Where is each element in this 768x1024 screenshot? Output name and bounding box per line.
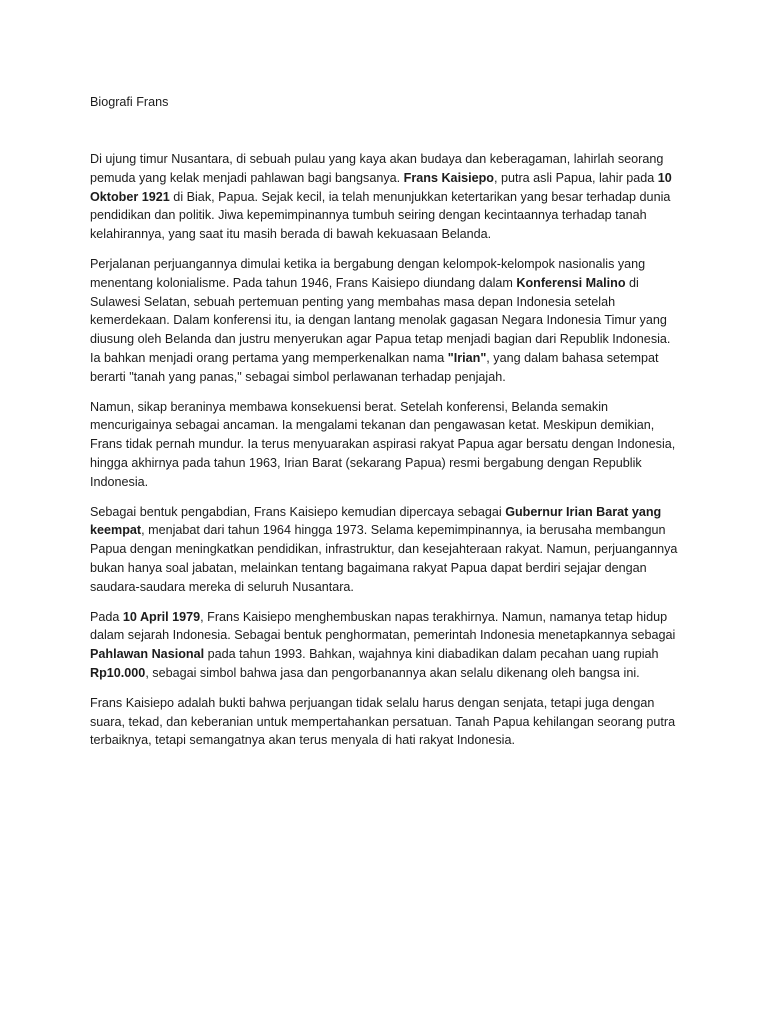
document-title: Biografi Frans — [90, 95, 169, 109]
text-run: Di ujung timur Nusantara, di sebuah pulau yang kaya akan budaya dan keberagaman, lahirlah seorang pemuda yang kelak menjadi pahlawan bagi bangsanya. — [90, 152, 664, 185]
text-run: Pada — [90, 609, 123, 624]
paragraph — [90, 255, 680, 387]
text-run: Perjalanan perjuangannya dimulai ketika ia bergabung dengan kelompok-kelompok nasionalis yang menentang kolonialisme. Pada tahun 1946, Frans Kaisiepo diundang dalam — [90, 256, 646, 290]
bold-text: Frans Kaisiepo — [403, 170, 494, 185]
text-run: pada tahun 1993. Bahkan, wajahnya kini diabadikan dalam pecahan uang rupiah — [204, 647, 659, 662]
bold-text: 10 April 1979 — [122, 609, 201, 624]
paragraph — [90, 503, 680, 597]
text-run: , yang dalam bahasa setempat berarti "tanah yang panas," sebagai simbol perlawanan terhadap penjajah. — [90, 350, 659, 384]
paragraph — [90, 694, 680, 750]
bold-text: "Irian" — [447, 350, 487, 365]
text-run: di Sulawesi Selatan, sebuah pertemuan penting yang membahas masa depan Indonesia setelah kemerdekaan. Dalam konferensi itu, ia dengan lantang menolak gagasan Negara Indonesia Timur yang diusung oleh Belanda dan justru menyerukan agar Papua tetap menjadi bagian dari Republik Indonesia. Ia bahkan menjadi orang pertama yang memperkenalkan nama — [90, 275, 671, 365]
text-run: Frans Kaisiepo adalah bukti bahwa perjuangan tidak selalu harus dengan senjata, tetapi juga dengan suara, tekad, dan keberanian untuk mempertahankan persatuan. Tanah Papua kehilangan seorang putra terbaiknya, tetapi semangatnya akan terus menyala di hati rakyat Indonesia. — [90, 695, 676, 748]
bold-text: Gubernur Irian Barat yang keempat — [90, 504, 662, 538]
text-run: , sebagai simbol bahwa jasa dan pengorbanannya akan selalu dikenang oleh bangsa ini. — [145, 665, 640, 680]
bold-text: Konferensi Malino — [516, 275, 626, 290]
text-run: di Biak, Papua. Sejak kecil, ia telah menunjukkan ketertarikan yang besar terhadap dunia pendidikan dan politik. Jiwa kepemimpinannya tumbuh seiring dengan kecintaannya terhadap tanah kelahirannya, yang saat itu masih berada di bawah kekuasaan Belanda. — [90, 189, 671, 242]
bold-text: 10 Oktober 1921 — [90, 170, 672, 204]
text-run: Namun, sikap beraninya membawa konsekuensi berat. Setelah konferensi, Belanda semakin mencurigainya sebagai ancaman. Ia mengalami tekanan dan pengawasan ketat. Meskipun demikian, Frans tidak pernah mundur. Ia terus menyuarakan aspirasi rakyat Papua agar bersatu dengan Indonesia, hingga akhirnya pada tahun 1963, Irian Barat (sekarang Papua) resmi bergabung dengan Republik Indonesia. — [90, 399, 676, 489]
text-run: , putra asli Papua, lahir pada — [493, 170, 658, 185]
paragraph — [90, 398, 680, 492]
text-run: , Frans Kaisiepo menghembuskan napas terakhirnya. Namun, namanya tetap hidup dalam sejarah Indonesia. Sebagai bentuk penghormatan, pemerintah Indonesia menetapkannya sebagai — [90, 609, 676, 643]
paragraph — [90, 150, 680, 244]
bold-text: Pahlawan Nasional — [90, 647, 205, 662]
document-body — [90, 150, 680, 761]
text-run: Sebagai bentuk pengabdian, Frans Kaisiepo kemudian dipercaya sebagai — [90, 504, 506, 519]
paragraph — [90, 608, 680, 683]
text-run: , menjabat dari tahun 1964 hingga 1973. Selama kepemimpinannya, ia berusaha membangun Papua dengan meningkatkan pendidikan, infrastruktur, dan kesejahteraan rakyat. Namun, perjuangannya bukan hanya soal jabatan, melainkan tentang bagaimana rakyat Papua dapat berdiri sejajar dengan saudara-saudara mereka di seluruh Nusantara. — [90, 523, 678, 594]
bold-text: Rp10.000 — [90, 665, 146, 680]
